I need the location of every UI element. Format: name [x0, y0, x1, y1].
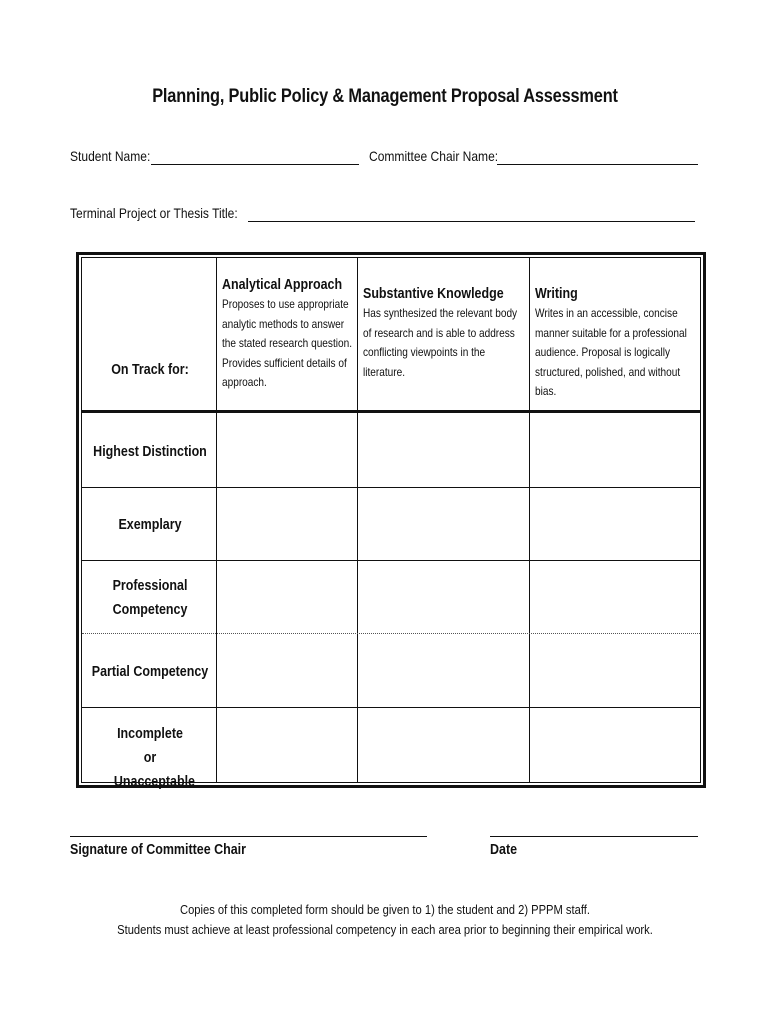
row-separator: [82, 487, 700, 488]
column-divider: [357, 258, 358, 782]
student-name-field[interactable]: [151, 164, 359, 165]
column-header-substantive: [363, 286, 528, 382]
column-title: Substantive Knowledge: [363, 286, 504, 302]
rubric-table: [76, 252, 706, 788]
row-separator: [82, 633, 700, 634]
column-divider: [216, 258, 217, 782]
committee-chair-label: Committee Chair Name:: [369, 148, 499, 164]
row-label-highest-distinction: Highest Distinction: [93, 444, 207, 460]
date-label: Date: [490, 842, 518, 858]
student-name-label: Student Name:: [70, 148, 151, 164]
column-divider: [529, 258, 530, 782]
footer-note-requirement: Students must achieve at least professional competency in each area prior to beginning their empirical work.: [117, 922, 653, 937]
chair-signature-field[interactable]: [70, 836, 427, 837]
committee-chair-field[interactable]: [497, 164, 698, 165]
column-description: Has synthesized the relevant body of research and is able to address conflicting viewpoints in the literature.: [363, 306, 518, 379]
corner-label: On Track for:: [111, 362, 189, 378]
row-label-exemplary: Exemplary: [118, 517, 182, 533]
column-title: Analytical Approach: [222, 277, 343, 293]
row-label-partial-competency: Partial Competency: [91, 664, 209, 680]
row-label-incomplete: Incomplete or Unacceptable: [113, 726, 195, 790]
form-title: Planning, Public Policy & Management Proposal Assessment: [152, 86, 618, 107]
header-separator: [82, 410, 700, 413]
date-field[interactable]: [490, 836, 698, 837]
chair-signature-label: Signature of Committee Chair: [70, 842, 246, 858]
column-description: Proposes to use appropriate analytic methods to answer the stated research question. Provides sufficient details of approach.: [222, 297, 353, 389]
row-label-professional-competency: Professional Competency: [112, 578, 188, 618]
footer-note-copies: Copies of this completed form should be given to 1) the student and 2) PPPM staff.: [180, 902, 590, 917]
row-separator: [82, 707, 700, 708]
column-title: Writing: [535, 286, 578, 302]
row-separator: [82, 560, 700, 561]
column-description: Writes in an accessible, concise manner suitable for a professional audience. Proposal is logically structured, polished, and without bias.: [535, 306, 687, 398]
column-header-analytical: [222, 277, 357, 393]
column-header-writing: [535, 286, 705, 402]
project-title-label: Terminal Project or Thesis Title:: [70, 205, 238, 221]
project-title-field[interactable]: [248, 221, 695, 222]
